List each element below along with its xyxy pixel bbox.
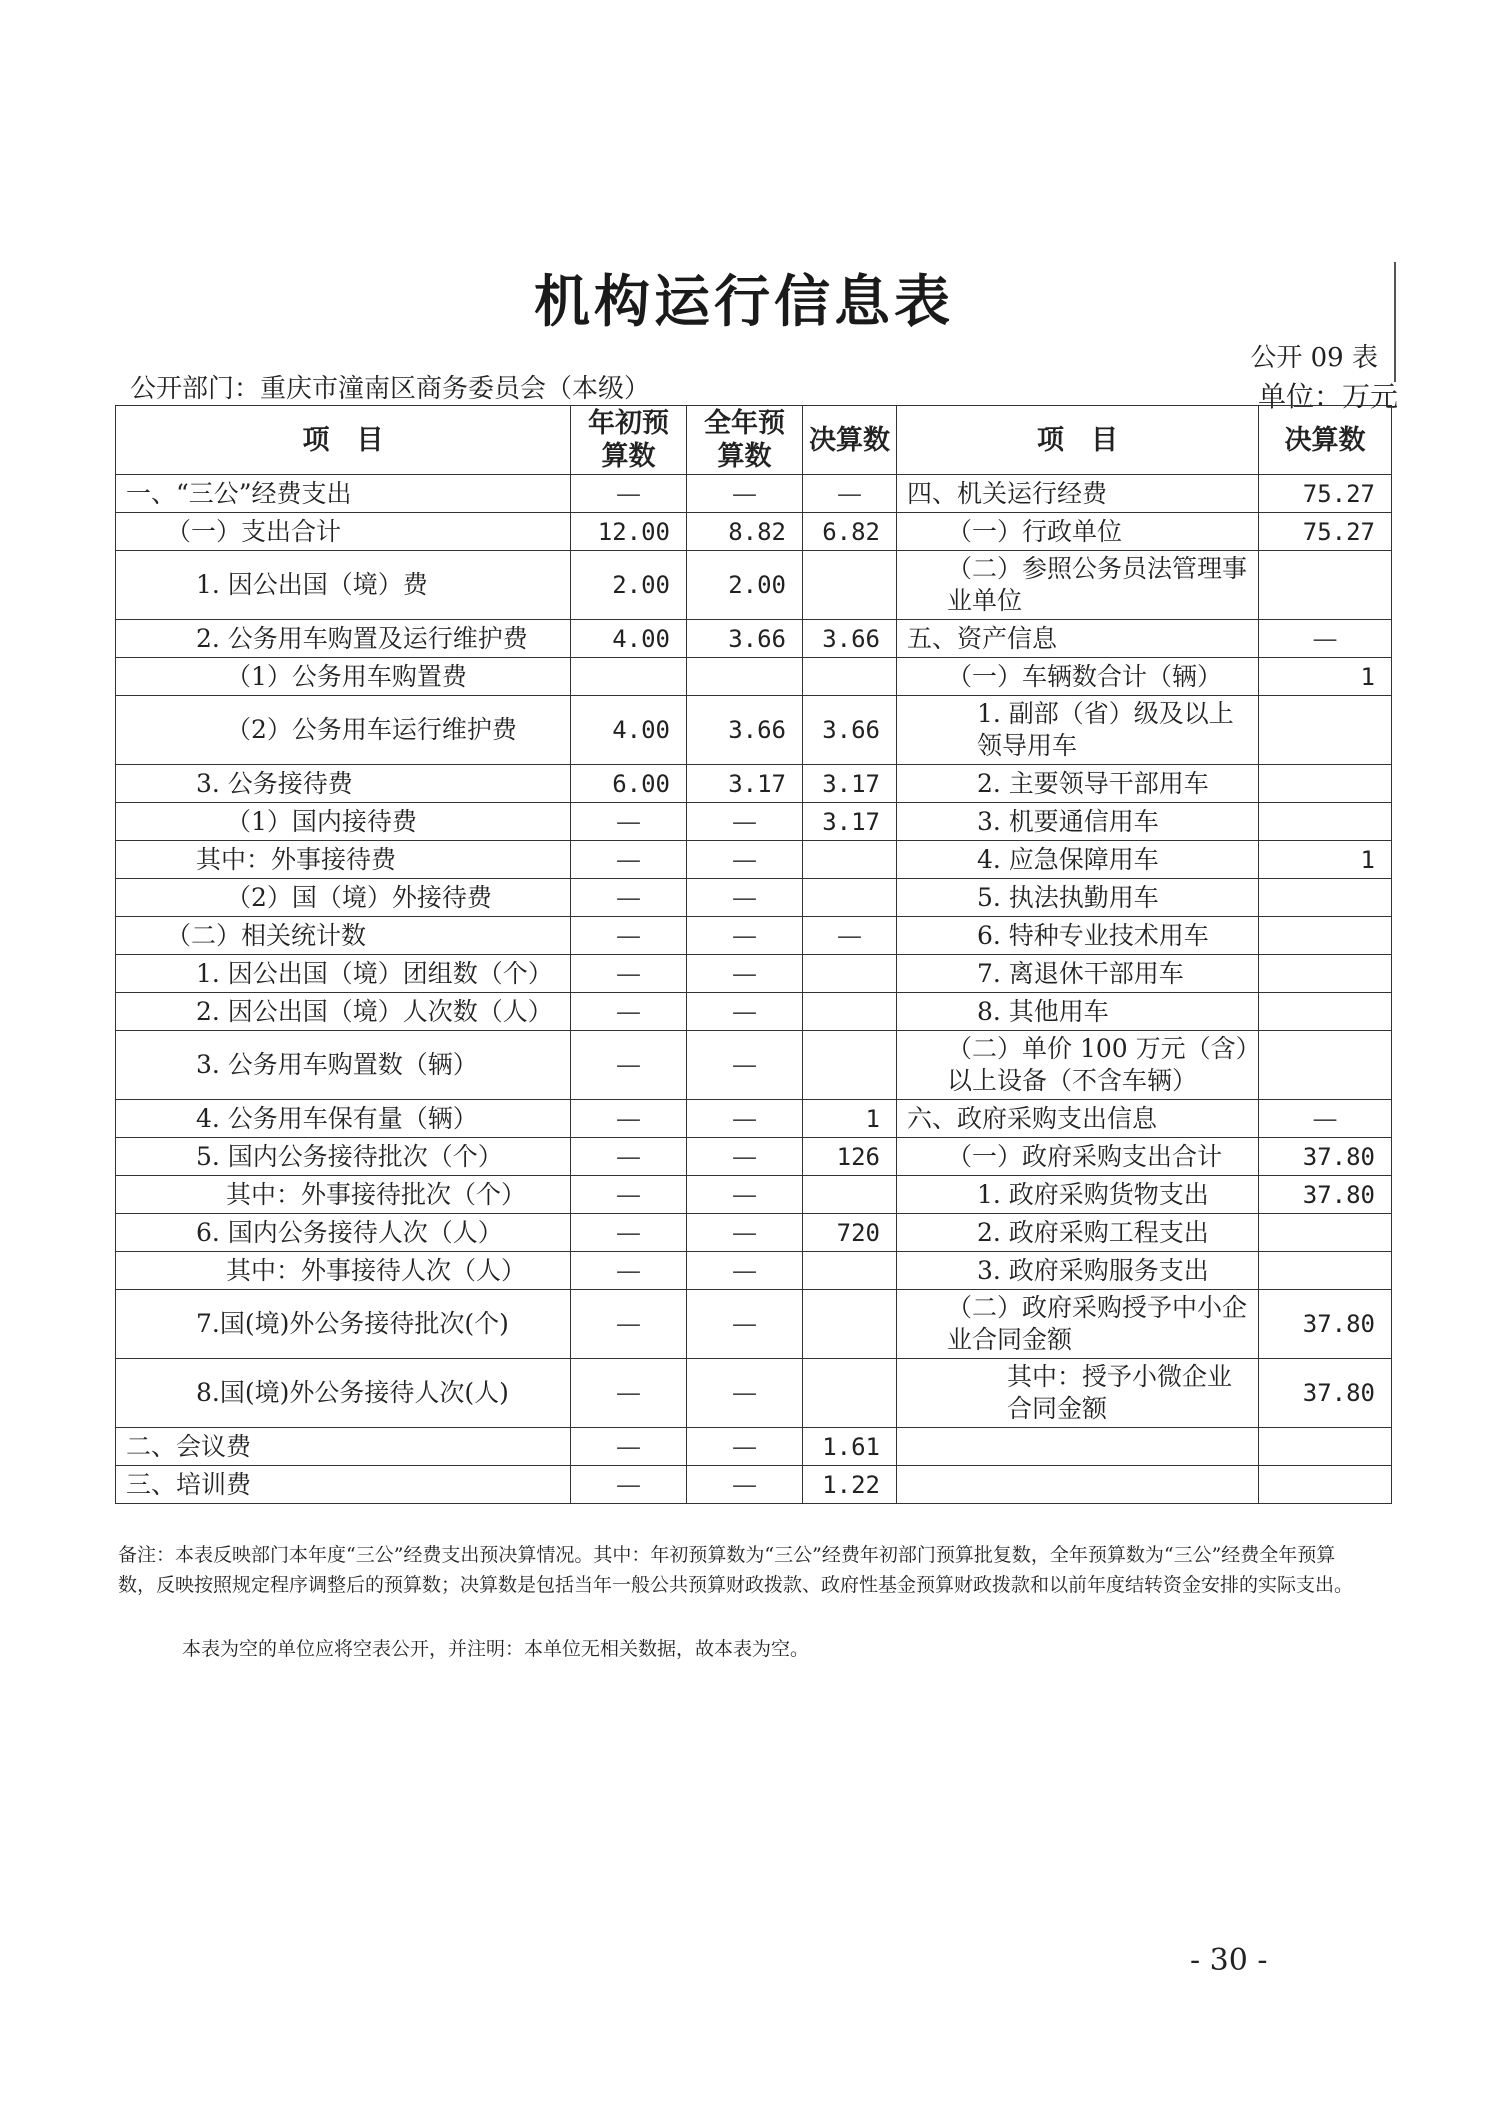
- item-right-cell: [897, 1466, 1259, 1504]
- annual-budget-cell: —: [687, 1138, 803, 1176]
- item-left-cell: 6. 国内公务接待人次（人）: [116, 1214, 571, 1252]
- final-right-cell: [1259, 917, 1392, 955]
- item-left-cell: 8.国(境)外公务接待人次(人): [116, 1359, 571, 1428]
- table-row: [116, 658, 1392, 696]
- final-cell: [803, 879, 897, 917]
- final-cell: 3.17: [803, 803, 897, 841]
- final-right-cell: 75.27: [1259, 513, 1392, 551]
- info-table: [115, 405, 1392, 1504]
- final-cell: [803, 1290, 897, 1359]
- final-right-cell: 37.80: [1259, 1290, 1392, 1359]
- annual-budget-cell: 3.66: [687, 620, 803, 658]
- table-row: [116, 1428, 1392, 1466]
- final-cell: [803, 658, 897, 696]
- item-right-cell: （二）参照公务员法管理事业单位: [897, 551, 1259, 620]
- annual-budget-cell: 8.82: [687, 513, 803, 551]
- item-left-cell: （2）国（境）外接待费: [116, 879, 571, 917]
- footnote-empty-table: 本表为空的单位应将空表公开，并注明：本单位无相关数据，故本表为空。: [182, 1638, 810, 1660]
- item-right-cell: （一）车辆数合计（辆）: [897, 658, 1259, 696]
- initial-budget-cell: 2.00: [571, 551, 687, 620]
- item-left-cell: 2. 因公出国（境）人次数（人）: [116, 993, 571, 1031]
- final-cell: —: [803, 475, 897, 513]
- final-right-cell: [1259, 1214, 1392, 1252]
- header-item-left: 项 目: [116, 406, 571, 475]
- header-item-right: 项 目: [897, 406, 1259, 475]
- item-right-cell: 2. 政府采购工程支出: [897, 1214, 1259, 1252]
- table-row: [116, 1214, 1392, 1252]
- table-row: [116, 993, 1392, 1031]
- table-row: [116, 1138, 1392, 1176]
- annual-budget-cell: —: [687, 841, 803, 879]
- annual-budget-cell: —: [687, 1290, 803, 1359]
- initial-budget-cell: —: [571, 475, 687, 513]
- final-right-cell: [1259, 765, 1392, 803]
- header-initial-budget: 年初预算数: [571, 406, 687, 475]
- initial-budget-cell: —: [571, 1100, 687, 1138]
- annual-budget-cell: —: [687, 803, 803, 841]
- item-right-cell: （二）政府采购授予中小企业合同金额: [897, 1290, 1259, 1359]
- table-row: [116, 1290, 1392, 1359]
- annual-budget-cell: 2.00: [687, 551, 803, 620]
- item-right-cell: 8. 其他用车: [897, 993, 1259, 1031]
- item-left-cell: 三、培训费: [116, 1466, 571, 1504]
- initial-budget-cell: —: [571, 1359, 687, 1428]
- item-left-cell: 其中：外事接待费: [116, 841, 571, 879]
- annual-budget-cell: —: [687, 1031, 803, 1100]
- initial-budget-cell: [571, 658, 687, 696]
- final-cell: [803, 993, 897, 1031]
- final-cell: [803, 1359, 897, 1428]
- final-cell: [803, 1252, 897, 1290]
- page-number: - 30 -: [1190, 1943, 1268, 1978]
- item-left-cell: 3. 公务用车购置数（辆）: [116, 1031, 571, 1100]
- item-right-cell: （一）行政单位: [897, 513, 1259, 551]
- final-cell: [803, 551, 897, 620]
- item-right-cell: 4. 应急保障用车: [897, 841, 1259, 879]
- item-right-cell: 1. 政府采购货物支出: [897, 1176, 1259, 1214]
- initial-budget-cell: —: [571, 1252, 687, 1290]
- table-row: [116, 879, 1392, 917]
- initial-budget-cell: 6.00: [571, 765, 687, 803]
- table-row: [116, 475, 1392, 513]
- item-left-cell: 5. 国内公务接待批次（个）: [116, 1138, 571, 1176]
- final-right-cell: —: [1259, 1100, 1392, 1138]
- table-row: [116, 841, 1392, 879]
- item-right-cell: 3. 机要通信用车: [897, 803, 1259, 841]
- item-right-cell: 四、机关运行经费: [897, 475, 1259, 513]
- final-cell: [803, 1176, 897, 1214]
- annual-budget-cell: 3.66: [687, 696, 803, 765]
- final-cell: 3.66: [803, 620, 897, 658]
- item-left-cell: 2. 公务用车购置及运行维护费: [116, 620, 571, 658]
- annual-budget-cell: —: [687, 475, 803, 513]
- item-left-cell: 4. 公务用车保有量（辆）: [116, 1100, 571, 1138]
- final-cell: —: [803, 917, 897, 955]
- item-left-cell: 二、会议费: [116, 1428, 571, 1466]
- final-right-cell: [1259, 696, 1392, 765]
- item-left-cell: （2）公务用车运行维护费: [116, 696, 571, 765]
- initial-budget-cell: 4.00: [571, 696, 687, 765]
- final-right-cell: [1259, 993, 1392, 1031]
- unit-label: 单位：万元: [1257, 380, 1398, 413]
- item-right-cell: 3. 政府采购服务支出: [897, 1252, 1259, 1290]
- final-cell: 6.82: [803, 513, 897, 551]
- initial-budget-cell: —: [571, 955, 687, 993]
- item-left-cell: （1）公务用车购置费: [116, 658, 571, 696]
- header-final-right: 决算数: [1259, 406, 1392, 475]
- final-right-cell: [1259, 879, 1392, 917]
- item-left-cell: 1. 因公出国（境）团组数（个）: [116, 955, 571, 993]
- footnote: 备注：本表反映部门本年度“三公”经费支出预决算情况。其中：年初预算数为“三公”经费年初部门预算批复数，全年预算数为“三公”经费全年预算数，反映按照规定程序调整后的预算数；决算数是包括当年一般公共预算财政拨款、政府性基金预算财政拨款和以前年度结转资金安排的实际支出。: [118, 1544, 1354, 1596]
- item-left-cell: （一）支出合计: [116, 513, 571, 551]
- table-row: [116, 620, 1392, 658]
- initial-budget-cell: —: [571, 803, 687, 841]
- annual-budget-cell: —: [687, 1359, 803, 1428]
- final-cell: [803, 955, 897, 993]
- final-right-cell: —: [1259, 620, 1392, 658]
- annual-budget-cell: 3.17: [687, 765, 803, 803]
- table-row: [116, 1252, 1392, 1290]
- initial-budget-cell: 12.00: [571, 513, 687, 551]
- initial-budget-cell: —: [571, 1428, 687, 1466]
- annual-budget-cell: —: [687, 1428, 803, 1466]
- item-right-cell: 六、政府采购支出信息: [897, 1100, 1259, 1138]
- final-right-cell: [1259, 1031, 1392, 1100]
- initial-budget-cell: —: [571, 841, 687, 879]
- final-right-cell: 1: [1259, 658, 1392, 696]
- initial-budget-cell: —: [571, 1466, 687, 1504]
- final-right-cell: [1259, 1252, 1392, 1290]
- annual-budget-cell: —: [687, 1252, 803, 1290]
- initial-budget-cell: —: [571, 1214, 687, 1252]
- form-number: 公开 09 表: [1250, 343, 1378, 373]
- annual-budget-cell: —: [687, 917, 803, 955]
- final-cell: 126: [803, 1138, 897, 1176]
- table-row: [116, 765, 1392, 803]
- item-left-cell: （二）相关统计数: [116, 917, 571, 955]
- item-left-cell: 1. 因公出国（境）费: [116, 551, 571, 620]
- header-final: 决算数: [803, 406, 897, 475]
- annual-budget-cell: —: [687, 879, 803, 917]
- final-cell: 1.22: [803, 1466, 897, 1504]
- item-left-cell: 一、“三公”经费支出: [116, 475, 571, 513]
- final-cell: 720: [803, 1214, 897, 1252]
- header-annual-budget: 全年预算数: [687, 406, 803, 475]
- initial-budget-cell: —: [571, 1290, 687, 1359]
- table-row: [116, 955, 1392, 993]
- table-row: [116, 513, 1392, 551]
- final-cell: 1.61: [803, 1428, 897, 1466]
- item-right-cell: 7. 离退休干部用车: [897, 955, 1259, 993]
- final-cell: [803, 1031, 897, 1100]
- page-title: 机构运行信息表: [534, 270, 954, 335]
- annual-budget-cell: [687, 658, 803, 696]
- final-cell: [803, 841, 897, 879]
- table-row: [116, 551, 1392, 620]
- table-row: [116, 917, 1392, 955]
- item-right-cell: 2. 主要领导干部用车: [897, 765, 1259, 803]
- item-right-cell: （一）政府采购支出合计: [897, 1138, 1259, 1176]
- annual-budget-cell: —: [687, 955, 803, 993]
- item-right-cell: 5. 执法执勤用车: [897, 879, 1259, 917]
- final-cell: 3.66: [803, 696, 897, 765]
- item-right-cell: 1. 副部（省）级及以上领导用车: [897, 696, 1259, 765]
- item-right-cell: 其中：授予小微企业合同金额: [897, 1359, 1259, 1428]
- table-row: [116, 1359, 1392, 1428]
- initial-budget-cell: —: [571, 1176, 687, 1214]
- initial-budget-cell: —: [571, 993, 687, 1031]
- item-right-cell: （二）单价 100 万元（含）以上设备（不含车辆）: [897, 1031, 1259, 1100]
- annual-budget-cell: —: [687, 1100, 803, 1138]
- item-left-cell: 7.国(境)外公务接待批次(个): [116, 1290, 571, 1359]
- table-row: [116, 696, 1392, 765]
- item-left-cell: 其中：外事接待批次（个）: [116, 1176, 571, 1214]
- table-row: [116, 1031, 1392, 1100]
- item-left-cell: 3. 公务接待费: [116, 765, 571, 803]
- annual-budget-cell: —: [687, 1176, 803, 1214]
- table-row: [116, 1176, 1392, 1214]
- table-row: [116, 803, 1392, 841]
- final-right-cell: 1: [1259, 841, 1392, 879]
- final-right-cell: [1259, 803, 1392, 841]
- final-cell: 1: [803, 1100, 897, 1138]
- annual-budget-cell: —: [687, 993, 803, 1031]
- final-right-cell: 37.80: [1259, 1176, 1392, 1214]
- final-right-cell: [1259, 955, 1392, 993]
- final-right-cell: [1259, 551, 1392, 620]
- final-right-cell: 37.80: [1259, 1359, 1392, 1428]
- item-left-cell: （1）国内接待费: [116, 803, 571, 841]
- final-cell: 3.17: [803, 765, 897, 803]
- item-right-cell: 五、资产信息: [897, 620, 1259, 658]
- table-header-row: [116, 406, 1392, 475]
- item-right-cell: [897, 1428, 1259, 1466]
- item-right-cell: 6. 特种专业技术用车: [897, 917, 1259, 955]
- final-right-cell: 37.80: [1259, 1138, 1392, 1176]
- margin-line: [1394, 262, 1396, 382]
- department-label: 公开部门：重庆市潼南区商务委员会（本级）: [130, 374, 651, 404]
- annual-budget-cell: —: [687, 1214, 803, 1252]
- initial-budget-cell: —: [571, 1031, 687, 1100]
- final-right-cell: 75.27: [1259, 475, 1392, 513]
- initial-budget-cell: —: [571, 879, 687, 917]
- initial-budget-cell: —: [571, 917, 687, 955]
- annual-budget-cell: —: [687, 1466, 803, 1504]
- final-right-cell: [1259, 1428, 1392, 1466]
- initial-budget-cell: —: [571, 1138, 687, 1176]
- initial-budget-cell: 4.00: [571, 620, 687, 658]
- item-left-cell: 其中：外事接待人次（人）: [116, 1252, 571, 1290]
- table-row: [116, 1100, 1392, 1138]
- final-right-cell: [1259, 1466, 1392, 1504]
- table-row: [116, 1466, 1392, 1504]
